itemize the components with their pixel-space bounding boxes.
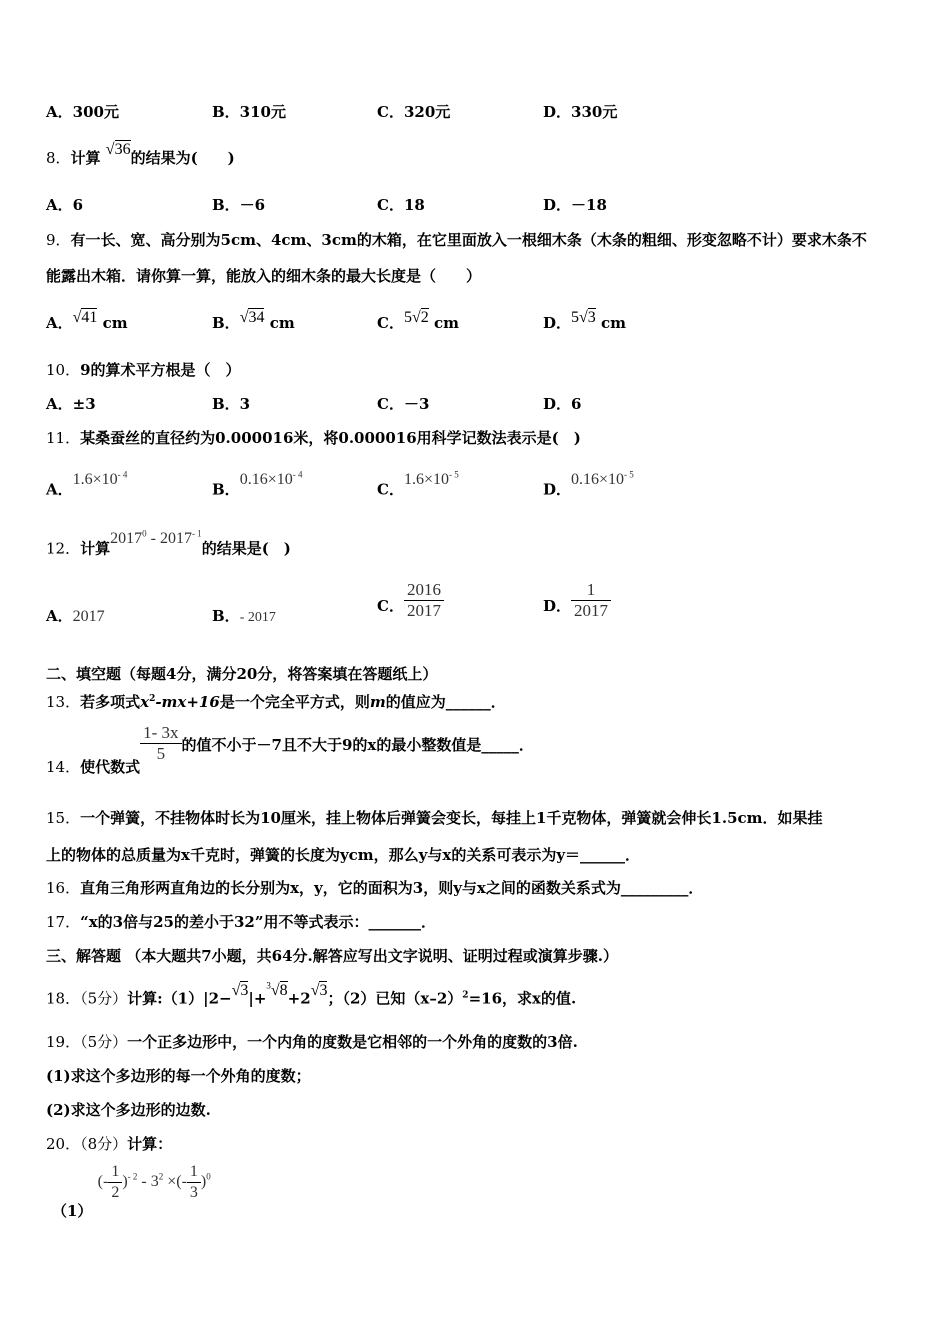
question-11 <box>46 428 581 448</box>
question-14: 14．使代数式 $\frac{1- 3x}{5}$ 的值不小于－7且不大于9的x的最小整数值是_____． <box>46 723 534 776</box>
question-number: 19． <box>46 1033 81 1051</box>
question-number: 18． <box>46 989 81 1008</box>
q7-option-c: C．320元 <box>377 103 451 121</box>
q7-option-a: A．300元 <box>46 103 119 121</box>
q9-option-b: B．√34 cm <box>212 309 295 332</box>
q12-option-c: C． $\frac{2016}{2017}$ <box>377 580 444 621</box>
q7-option-b: B．310元 <box>212 103 286 121</box>
section-3-heading: 三、解答题 （本大题共7小题，共64分.解答应写出文字说明、证明过程或演算步骤.） <box>46 947 618 965</box>
question-19: 19．（5分）一个正多边形中，一个内角的度数是它相邻的一个外角的度数的3倍. <box>46 1033 578 1051</box>
q10-option-c: C．－3 <box>377 395 430 413</box>
question-number: 20． <box>46 1135 81 1153</box>
q11-option-b: B．$0.16\times 10^{- 4}$ <box>212 470 303 499</box>
q11-option-d: D．$0.16\times 10^{- 5}$ <box>543 470 634 499</box>
q12-post: 的结果是( ) <box>201 539 291 558</box>
question-9 <box>46 230 867 250</box>
question-number: 9． <box>46 231 71 249</box>
q8-option-a: A．6 <box>46 196 84 214</box>
question-number: 15． <box>46 809 81 827</box>
question-10 <box>46 360 241 380</box>
question-number: 8． <box>46 149 71 167</box>
q7-option-d: D．330元 <box>543 103 618 121</box>
question-8 <box>46 141 235 169</box>
q12-option-a: A．2017 <box>46 607 105 625</box>
question-20: 20．（8分）计算： <box>46 1135 173 1153</box>
q9-line1: 有一长、宽、高分别为5cm、4cm、3cm的木箱，在它里面放入一根细木条（木条的粗细、形变忽略不计）要求木条不 <box>70 231 867 249</box>
q10-option-a: A．±3 <box>46 395 96 413</box>
q11-text: 某桑蚕丝的直径约为0.000016米，将0.000016用科学记数法表示是( ) <box>80 429 581 447</box>
q11-option-c: C．$1.6\times 10^{- 5}$ <box>377 470 459 499</box>
question-13: 13．若多项式$x^2-mx+16$是一个完全平方式，则m的值应为______． <box>46 693 506 711</box>
question-19-sub2: (2)求这个多边形的边数. <box>46 1101 211 1119</box>
q10-text: 9的算术平方根是（ ） <box>80 361 241 379</box>
question-20-part1: （1） (- $\frac{1}{2}$ )$^{- 2} - 3^2$ ×(- $\frac{1}{3}$ )$^0$ <box>52 1163 211 1221</box>
question-17: 17．“x的3倍与25的差小于32”用不等式表示：_______． <box>46 913 436 931</box>
q8-option-b: B．－6 <box>212 196 266 214</box>
q11-option-a: A．$1.6\times 10^{- 4}$ <box>46 470 128 499</box>
q10-option-d: D．6 <box>543 395 582 413</box>
q8-option-d: D．－18 <box>543 196 607 214</box>
q9-option-c: C．5√2 cm <box>377 309 459 332</box>
question-number: 10． <box>46 361 81 379</box>
question-15-line2: 上的物体的总质量为x千克时，弹簧的长度为ycm，那么y与x的关系可表示为y＝______． <box>46 846 641 864</box>
question-number: 12． <box>46 539 81 558</box>
sqrt-36: √36 <box>105 141 131 158</box>
question-18: 18．（5分）计算:（1）|2−√3|+$^3$√8+2√3；（2）已知$(x-2)^2=16$，求x的值. <box>46 981 577 1008</box>
q12-option-b: B．- 2017 <box>212 607 276 625</box>
question-number: 14． <box>46 757 81 776</box>
question-12 <box>46 529 291 559</box>
question-9-line2: 能露出木箱．请你算一算，能放入的细木条的最大长度是（ ） <box>46 267 482 285</box>
question-number: 16． <box>46 879 81 897</box>
q12-option-d: D． $\frac{1}{2017}$ <box>543 580 611 621</box>
question-19-sub1: (1)求这个多边形的每一个外角的度数； <box>46 1067 311 1085</box>
q8-option-c: C．18 <box>377 196 425 214</box>
q12-pre: 计算 <box>80 539 111 558</box>
q9-option-d: D．5√3 cm <box>543 309 627 332</box>
q10-option-b: B．3 <box>212 395 251 413</box>
question-number: 17． <box>46 913 81 931</box>
question-number: 13． <box>46 693 81 711</box>
question-15: 15．一个弹簧，不挂物体时长为10厘米，挂上物体后弹簧会变长，每挂上1千克物体，弹簧就会伸长1.5cm．如果挂 <box>46 809 823 827</box>
q8-post: 的结果为( ) <box>130 149 235 167</box>
q8-pre: 计算 <box>70 149 101 167</box>
q9-option-a: A．√41 cm <box>46 309 128 332</box>
question-16: 16．直角三角形两直角边的长分别为x，y，它的面积为3，则y与x之间的函数关系式为_________． <box>46 879 704 897</box>
question-number: 11． <box>46 429 81 447</box>
q12-expression: $2017^0 - 2017^{- 1}$ <box>110 529 202 548</box>
section-2-heading: 二、填空题（每题4分，满分20分，将答案填在答题纸上） <box>46 665 438 683</box>
